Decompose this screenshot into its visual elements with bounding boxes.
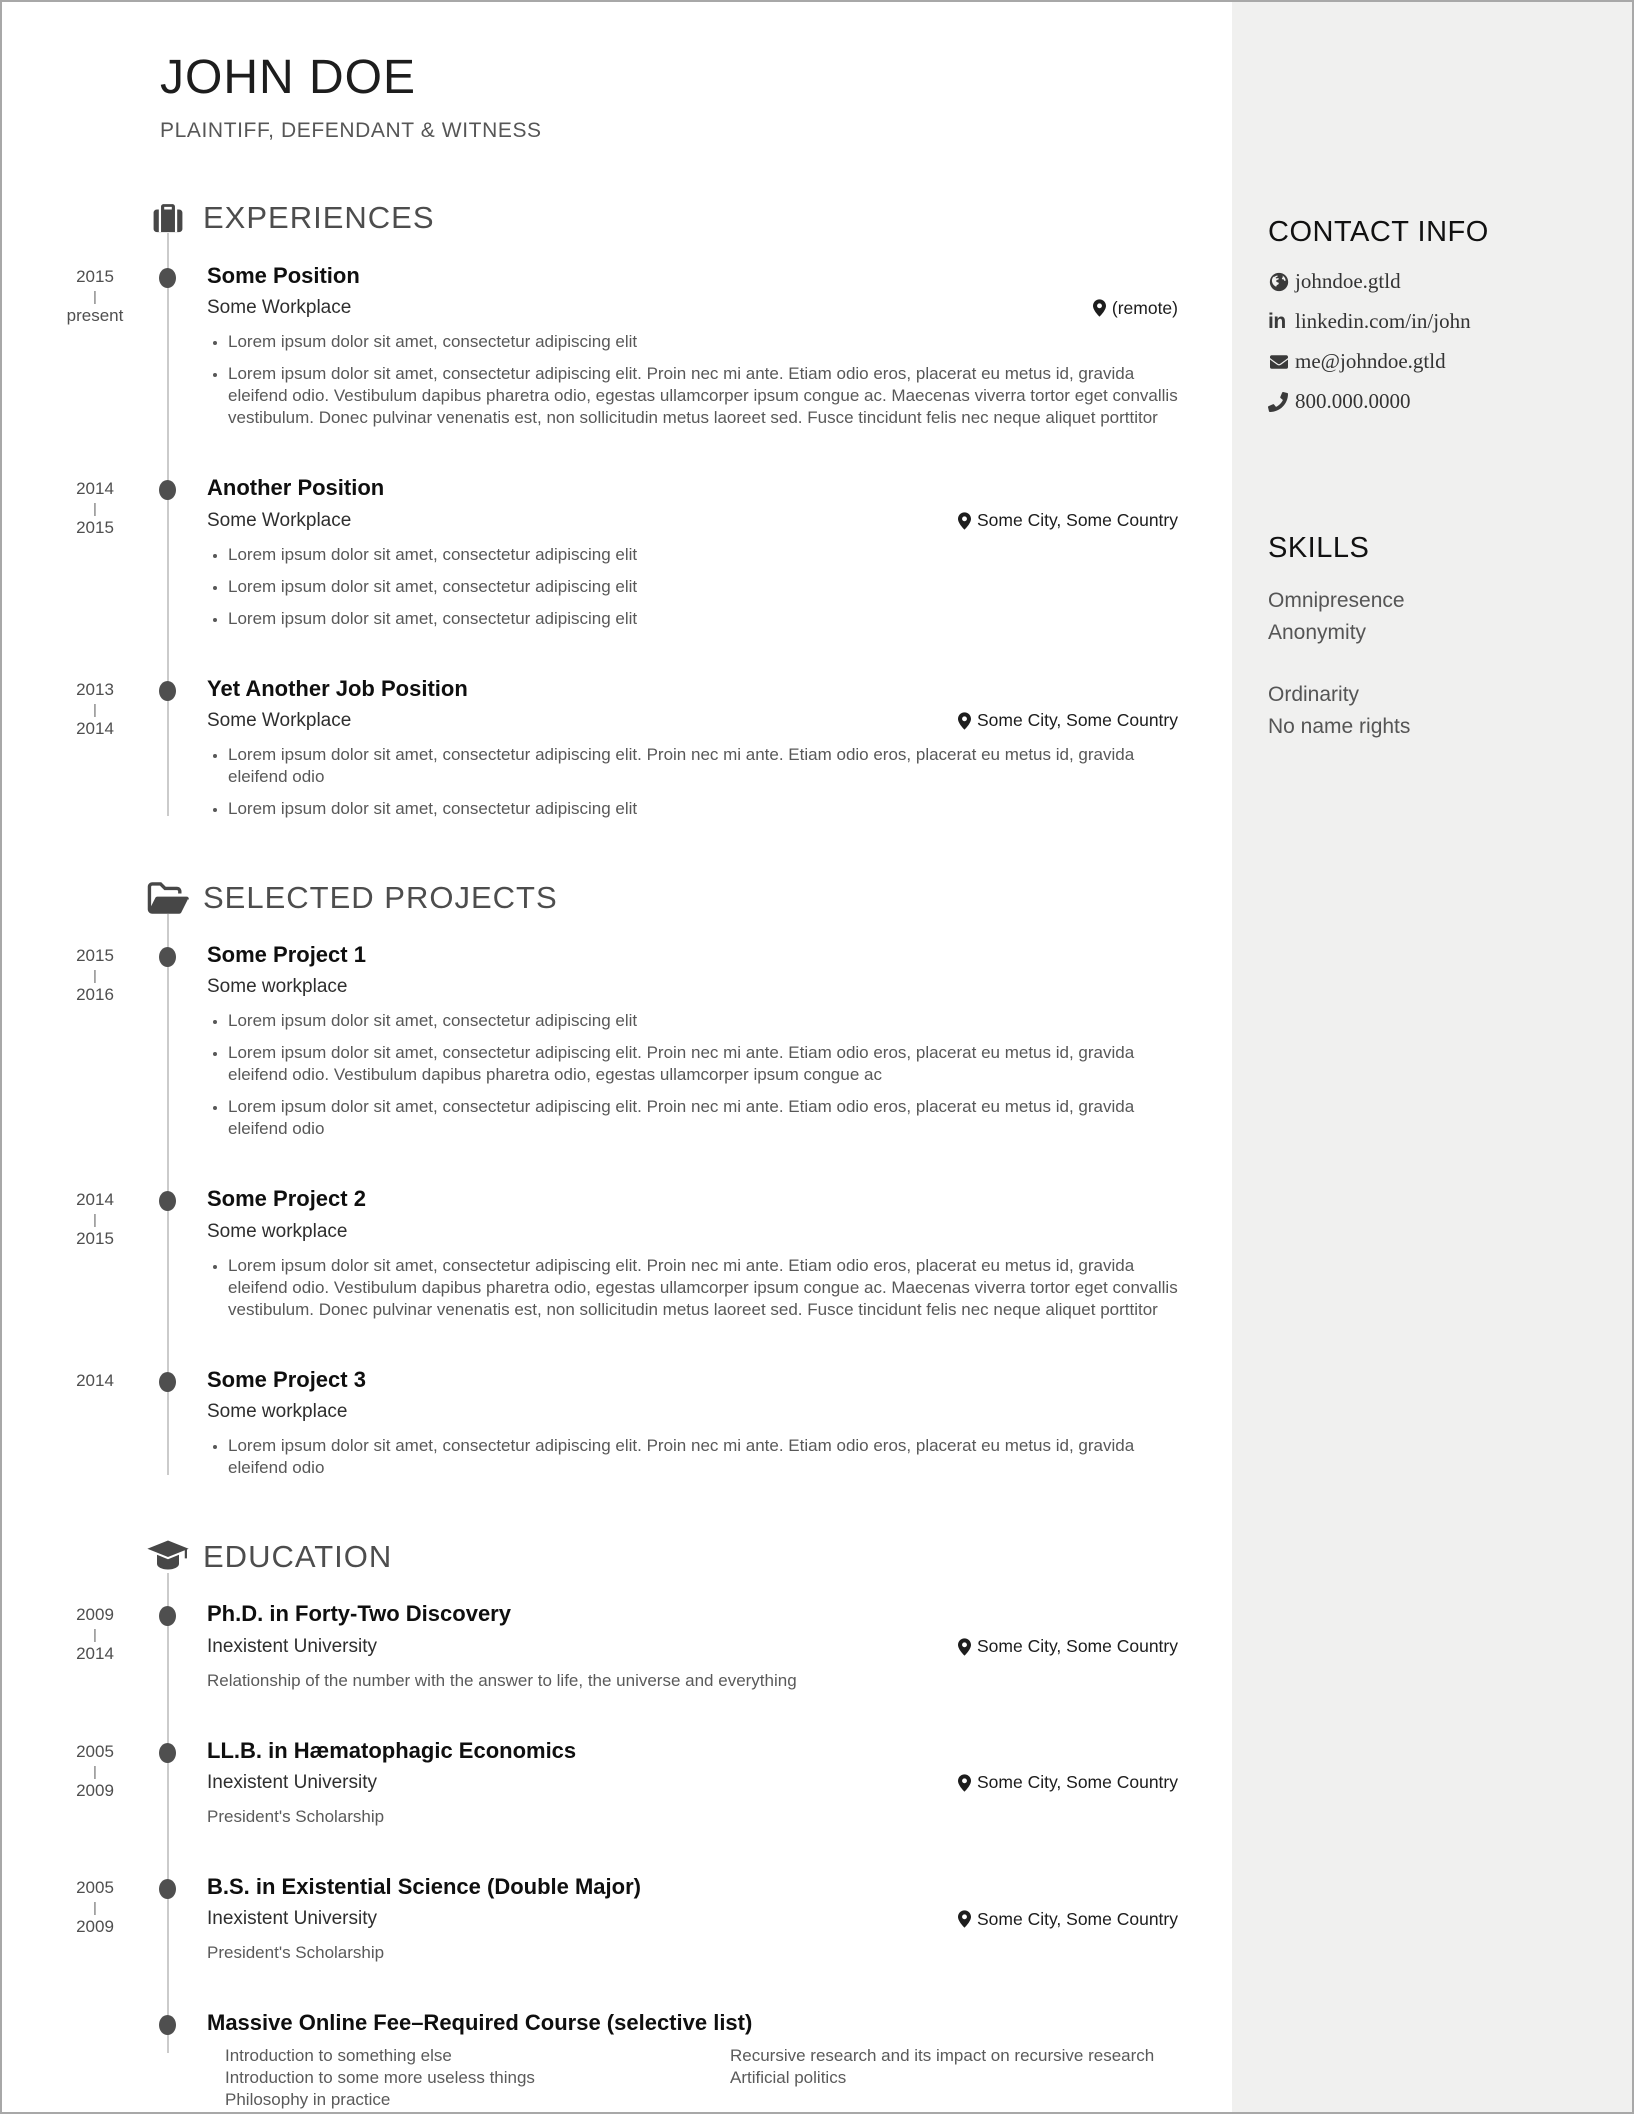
map-pin-icon [1093, 299, 1112, 317]
globe-icon [1268, 271, 1295, 293]
identity-header [2, 2, 1232, 143]
project-entry [2, 942, 1232, 1140]
entry-dates: 2014 | 2015 [2, 1186, 143, 1320]
timeline-dot [159, 1606, 176, 1626]
timeline-dot [159, 947, 176, 967]
contact-row-linkedin[interactable] [1268, 309, 1602, 334]
entry-dates: 2005 | 2009 [2, 1738, 143, 1828]
entry-title: Some Project 2 [207, 1186, 366, 1212]
entry-bullets [207, 1255, 1178, 1321]
course-item: Philosophy in practice [225, 2089, 391, 2109]
skills-heading: SKILLS [1268, 532, 1370, 564]
bullet: • Lorem ipsum dolor sit amet, consectetur adipiscing elit. Proin nec mi ante. Etiam odio eros, placerat eu metus id, gravida eleifend odio [228, 744, 1178, 788]
section-title: SELECTED PROJECTS [203, 879, 558, 915]
mooc-entry [2, 2010, 1232, 2110]
education-section [2, 1539, 1232, 2111]
bullet: • Lorem ipsum dolor sit amet, consectetur adipiscing elit [228, 576, 1178, 598]
date-separator: | [93, 966, 97, 983]
entry-location: Some City, Some Country [958, 1636, 1178, 1657]
contact-row-email[interactable] [1268, 349, 1602, 374]
section-title: EDUCATION [203, 1539, 393, 1575]
linkedin-link[interactable]: linkedin.com/in/john [1295, 309, 1471, 333]
contact-list [1268, 269, 1602, 414]
education-header [146, 1539, 1232, 1575]
contact-heading: CONTACT INFO [1268, 216, 1489, 248]
entry-bullets [207, 744, 1178, 820]
projects-header [146, 880, 1232, 916]
entry-dates: 2013 | 2014 [2, 676, 143, 820]
education-entry [2, 1738, 1232, 1828]
bullet: • Lorem ipsum dolor sit amet, consectetur adipiscing elit. Proin nec mi ante. Etiam odio eros, placerat eu metus id, gravida eleifend odio. Vestibulum dapibus pharetra odio, egestas ullamcorper ipsum congue ac. Maecenas viverra tortor eget convallis vestibulum. Donec pulvinar venenatis est, non sollicitudin metus laoreet sed. Fusce tincidunt felis nec neque aliquet porttitor [228, 363, 1178, 429]
entry-organization: Some workplace [207, 1401, 348, 1423]
entry-dates: 2005 | 2009 [2, 1874, 143, 1964]
date-separator: | [93, 1626, 97, 1643]
date-separator: | [93, 1211, 97, 1228]
timeline-dot [159, 1191, 176, 1211]
folder-open-icon [146, 880, 190, 916]
date-separator: | [93, 1898, 97, 1915]
entry-dates: 2014 [76, 1370, 114, 1390]
entry-location: Some City, Some Country [958, 1772, 1178, 1793]
entry-dates: 2009 | 2014 [2, 1601, 143, 1691]
entry-location: Some City, Some Country [958, 710, 1178, 731]
skills-group [1268, 585, 1602, 649]
entry-organization: Some Workplace [207, 297, 352, 319]
bullet: • Lorem ipsum dolor sit amet, consectetur adipiscing elit [228, 798, 1178, 820]
bullet: • Lorem ipsum dolor sit amet, consectetur adipiscing elit. Proin nec mi ante. Etiam odio eros, placerat eu metus id, gravida eleifend odio [228, 1096, 1178, 1140]
skills-block [1268, 532, 1602, 743]
experiences-header [146, 199, 1232, 237]
entry-title: Yet Another Job Position [207, 675, 468, 701]
course-item: Introduction to some more useless things [225, 2067, 535, 2087]
education-description: President's Scholarship [207, 1806, 385, 1826]
education-description: Relationship of the number with the answer to life, the universe and everything [207, 1670, 797, 1690]
phone-number[interactable]: 800.000.0000 [1295, 389, 1411, 413]
briefcase-icon [146, 199, 190, 237]
entry-organization: Inexistent University [207, 1771, 378, 1793]
date-separator: | [93, 700, 97, 717]
entry-location: Some City, Some Country [958, 510, 1178, 531]
entry-bullets [207, 331, 1178, 429]
skill-item: Anonymity [1268, 621, 1367, 644]
contact-row-website[interactable] [1268, 269, 1602, 294]
map-pin-icon [958, 712, 977, 730]
timeline-dot [159, 2015, 176, 2035]
experience-entry [2, 263, 1232, 429]
linkedin-icon: in [1268, 309, 1286, 333]
course-list [207, 2045, 1178, 2111]
entry-title: Some Position [207, 262, 360, 288]
email-icon [1268, 353, 1295, 371]
timeline-dot [159, 268, 176, 288]
entry-title: LL.B. in Hæmatophagic Economics [207, 1737, 577, 1763]
skills-group [1268, 679, 1602, 743]
bullet: • Lorem ipsum dolor sit amet, consectetur adipiscing elit. Proin nec mi ante. Etiam odio eros, placerat eu metus id, gravida eleifend odio. Vestibulum dapibus pharetra odio, egestas ullamcorper ipsum congue ac [228, 1042, 1178, 1086]
bullet: • Lorem ipsum dolor sit amet, consectetur adipiscing elit [228, 1010, 1178, 1032]
person-role: PLAINTIFF, DEFENDANT & WITNESS [160, 118, 542, 142]
section-title: EXPERIENCES [203, 199, 435, 235]
date-separator: | [93, 500, 97, 517]
entry-organization: Inexistent University [207, 1635, 378, 1657]
project-entry [2, 1367, 1232, 1479]
date-separator: | [93, 287, 97, 304]
entry-bullets [207, 1435, 1178, 1479]
entry-title: Another Position [207, 475, 385, 501]
map-pin-icon [958, 1910, 977, 1928]
timeline-dot [159, 1743, 176, 1763]
entry-bullets [207, 1010, 1178, 1140]
course-list-left [225, 2045, 730, 2111]
experiences-section [2, 199, 1232, 820]
bullet: • Lorem ipsum dolor sit amet, consectetur adipiscing elit [228, 544, 1178, 566]
person-name: JOHN DOE [160, 51, 417, 104]
website-link[interactable]: johndoe.gtld [1295, 269, 1401, 293]
map-pin-icon [958, 1774, 977, 1792]
entry-organization: Some Workplace [207, 709, 352, 731]
education-entry [2, 1874, 1232, 1964]
bullet: • Lorem ipsum dolor sit amet, consectetur adipiscing elit. Proin nec mi ante. Etiam odio eros, placerat eu metus id, gravida eleifend odio. Vestibulum dapibus pharetra odio, egestas ullamcorper ipsum congue ac. Maecenas viverra tortor eget convallis vestibulum. Donec pulvinar venenatis est, non sollicitudin metus laoreet sed. Fusce tincidunt felis nec neque aliquet porttitor [228, 1255, 1178, 1321]
entry-dates [2, 2010, 143, 2110]
graduation-cap-icon [146, 1539, 190, 1575]
bullet: • Lorem ipsum dolor sit amet, consectetur adipiscing elit. Proin nec mi ante. Etiam odio eros, placerat eu metus id, gravida eleifend odio [228, 1435, 1178, 1479]
timeline-dot [159, 1372, 176, 1392]
map-pin-icon [958, 512, 977, 530]
timeline-dot [159, 1879, 176, 1899]
date-separator: | [93, 1762, 97, 1779]
entry-title: Massive Online Fee–Required Course (selective list) [207, 2010, 753, 2036]
entry-dates: 2015 | 2016 [2, 942, 143, 1140]
entry-title: Some Project 1 [207, 941, 366, 967]
entry-organization: Some workplace [207, 976, 348, 998]
entry-organization: Some workplace [207, 1220, 348, 1242]
course-list-right [730, 2045, 1178, 2111]
entry-title: Ph.D. in Forty-Two Discovery [207, 1601, 511, 1627]
phone-icon [1268, 392, 1295, 412]
course-item: Recursive research and its impact on recursive research [730, 2045, 1155, 2065]
skill-item: Omnipresence [1268, 589, 1405, 612]
timeline-dot [159, 681, 176, 701]
entry-location: Some City, Some Country [958, 1909, 1178, 1930]
entry-bullets [207, 544, 1178, 630]
experience-entry [2, 676, 1232, 820]
skill-item: No name rights [1268, 715, 1411, 738]
entry-organization: Some Workplace [207, 509, 352, 531]
contact-row-phone[interactable] [1268, 389, 1602, 414]
entry-title: Some Project 3 [207, 1366, 366, 1392]
entry-dates: 2014 | 2015 [2, 475, 143, 629]
skill-item: Ordinarity [1268, 683, 1360, 706]
sidebar [1232, 2, 1632, 2112]
course-item: Artificial politics [730, 2067, 847, 2087]
course-item: Introduction to something else [225, 2045, 452, 2065]
bullet: • Lorem ipsum dolor sit amet, consectetur adipiscing elit [228, 608, 1178, 630]
project-entry [2, 1186, 1232, 1320]
entry-dates: 2015 | present [2, 263, 143, 429]
entry-organization: Inexistent University [207, 1908, 378, 1930]
map-pin-icon [958, 1638, 977, 1656]
entry-location: (remote) [1093, 298, 1178, 319]
education-entry [2, 1601, 1232, 1691]
main-column [2, 2, 1232, 2112]
entry-title: B.S. in Existential Science (Double Major) [207, 1873, 641, 1899]
bullet: • Lorem ipsum dolor sit amet, consectetur adipiscing elit [228, 331, 1178, 353]
education-description: President's Scholarship [207, 1943, 385, 1963]
timeline-dot [159, 480, 176, 500]
email-link[interactable]: me@johndoe.gtld [1295, 349, 1446, 373]
projects-section [2, 880, 1232, 1479]
experience-entry [2, 475, 1232, 629]
